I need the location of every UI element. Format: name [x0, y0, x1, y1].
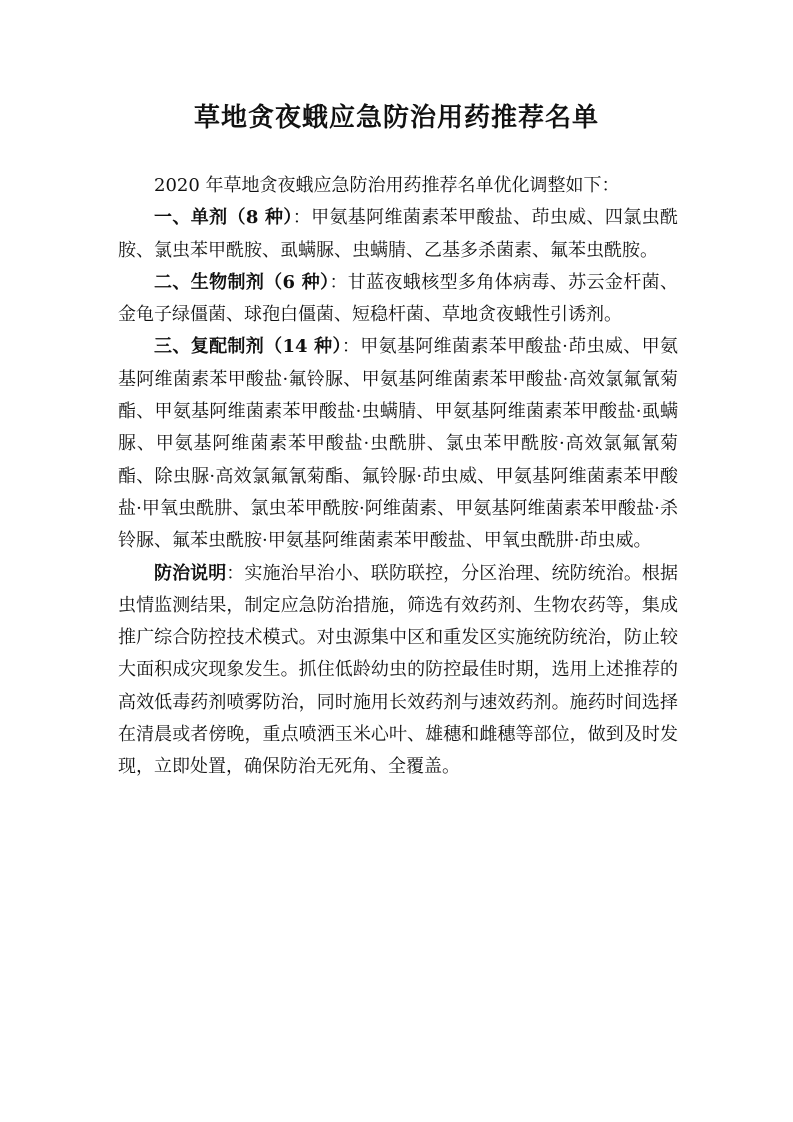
intro-text: 2020 年草地贪夜蛾应急防治用药推荐名单优化调整如下： — [154, 175, 620, 196]
section-text: ：甘蓝夜蛾核型多角体病毒、苏云金杆菌、金龟子绿僵菌、球孢白僵菌、短稳杆菌、草地贪夜蛾性引诱剂。 — [118, 271, 678, 326]
section-heading: 二、生物制剂（6 种） — [154, 271, 330, 293]
intro-paragraph — [118, 170, 678, 202]
section-text: ：甲氨基阿维菌素苯甲酸盐·茚虫威、甲氨基阿维菌素苯甲酸盐·氟铃脲、甲氨基阿维菌素苯甲酸盐·高效氯氟氰菊酯、甲氨基阿维菌素苯甲酸盐·虫螨腈、甲氨基阿维菌素苯甲酸盐·虱螨脲、甲氨基阿维菌素苯甲酸盐·虫酰肼、氯虫苯甲酰胺·高效氯氟氰菊酯、除虫脲·高效氯氟氰菊酯、氟铃脲·茚虫威、甲氨基阿维菌素苯甲酸盐·甲氧虫酰肼、氯虫苯甲酰胺·阿维菌素、甲氨基阿维菌素苯甲酸盐·杀铃脲、氟苯虫酰胺·甲氨基阿维菌素苯甲酸盐、甲氧虫酰肼·茚虫威。 — [118, 336, 678, 552]
section-heading: 三、复配制剂（14 种） — [154, 336, 342, 358]
section-heading: 一、单剂（8 种） — [154, 207, 293, 229]
section-biological-agents — [118, 267, 678, 332]
section-text: ：实施治早治小、联防联控，分区治理、统防统治。根据虫情监测结果，制定应急防治措施，筛选有效药剂、生物农药等，集成推广综合防控技术模式。对虫源集中区和重发区实施统防统治，防止较大面积成灾现象发生。抓住低龄幼虫的防控最佳时期，选用上述推荐的高效低毒药剂喷雾防治，同时施用长效药剂与速效药剂。施药时间选择在清晨或者傍晚，重点喷洒玉米心叶、雄穗和雌穗等部位，做到及时发现，立即处置，确保防治无死角、全覆盖。 — [118, 562, 679, 778]
section-control-notes — [118, 558, 678, 784]
document-body — [118, 170, 678, 784]
section-compound-agents — [118, 331, 678, 557]
section-text: ：甲氨基阿维菌素苯甲酸盐、茚虫威、四氯虫酰胺、氯虫苯甲酰胺、虱螨脲、虫螨腈、乙基多杀菌素、氟苯虫酰胺。 — [118, 207, 679, 261]
section-heading: 防治说明 — [154, 562, 227, 584]
section-single-agents — [118, 202, 678, 267]
page-title: 草地贪夜蛾应急防治用药推荐名单 — [193, 103, 599, 133]
